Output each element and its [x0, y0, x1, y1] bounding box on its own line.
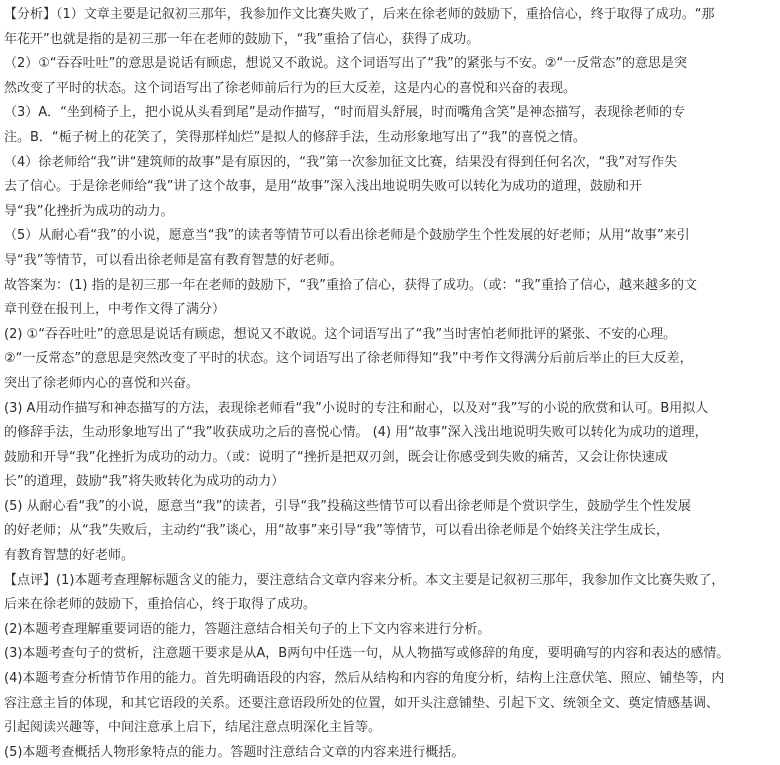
text-line: 【点评】(1)本题考查理解标题含义的能力，要注意结合文章内容来分析。本文主要是记叙初三那年，我参加作文比赛失败了，	[4, 572, 725, 588]
text-line: 突出了徐老师内心的喜悦和兴奋。	[4, 375, 200, 391]
text-line: 然改变了平时的状态。这个词语写出了徐老师前后行为的巨大反差，这是内心的喜悦和兴奋的表现。	[4, 80, 577, 96]
text-line: (2) ①“吞吞吐吐”的意思是说话有顾虑，想说又不敢说。这个词语写出了“我”当时害怕老师批评的紧张、不安的心理。	[4, 326, 677, 342]
text-line: (3) A用动作描写和神态描写的方法，表现徐老师看“我”小说时的专注和耐心，以及对“我”写的小说的欣赏和认可。B用拟人	[4, 400, 709, 416]
text-line: (5) 从耐心看“我”的小说，愿意当“我”的读者，引导“我”投稿这些情节可以看出徐老师是个赏识学生，鼓励学生个性发展	[4, 498, 691, 514]
text-line: 有教育智慧的好老师。	[4, 548, 135, 564]
text-line: 年花开”也就是指的是初三那一年在老师的鼓励下，“我”重拾了信心，获得了成功。	[4, 31, 480, 47]
text-line: (4)本题考查分析情节作用的能力。首先明确语段的内容，然后从结构和内容的角度分析，结构上注意伏笔、照应、铺垫等，内	[4, 671, 725, 687]
text-line: 的好老师；从“我”失败后，主动约“我”谈心，用“故事”来引导“我”等情节，可以看出徐老师是个始终关注学生成长，	[4, 523, 669, 539]
text-line: 的修辞手法，生动形象地写出了“我”收获成功之后的喜悦心情。 (4) 用“故事”深入浅出地说明失败可以转化为成功的道理，	[4, 425, 708, 441]
text-line: (2)本题考查理解重要词语的能力，答题注意结合相关句子的上下文内容来进行分析。	[4, 621, 491, 637]
text-line: 引起阅读兴趣等，中间注意承上启下，结尾注意点明深化主旨等。	[4, 720, 382, 736]
text-line: 导“我”等情节，可以看出徐老师是富有教育智慧的好老师。	[4, 252, 343, 268]
text-line: 注。B．“栀子树上的花笑了，笑得那样灿烂”是拟人的修辞手法，生动形象地写出了“我”的喜悦之情。	[4, 129, 586, 145]
text-line: ②“一反常态”的意思是突然改变了平时的状态。这个词语写出了徐老师得知“我”中考作文得满分后前后举止的巨大反差，	[4, 351, 693, 367]
text-line: 故答案为：(1) 指的是初三那一年在老师的鼓励下，“我”重拾了信心，获得了成功。（或：“我”重拾了信心，越来越多的文	[4, 277, 697, 293]
text-line: 鼓励和开导“我”化挫折为成功的动力。（或：说明了“挫折是把双刃剑，既会让你感受到失败的痛苦，又会让你快速成	[4, 449, 668, 465]
text-line: 容注意主旨的体现，和其它语段的关系。还要注意语段所处的位置，如开头注意铺垫、引起下文、统领全文、奠定情感基调、	[4, 695, 720, 711]
text-line: 后来在徐老师的鼓励下，重拾信心，终于取得了成功。	[4, 597, 317, 613]
text-line: 去了信心。于是徐老师给“我”讲了这个故事，是用“故事”深入浅出地说明失败可以转化为成功的道理，鼓励和开	[4, 179, 642, 195]
text-line: (3)本题考查句子的赏析，注意题干要求是从A，B两句中任选一句，从人物描写或修辞的角度，要明确写的内容和表达的感情。	[4, 646, 730, 662]
text-line: （5）从耐心看“我”的小说，愿意当“我”的读者等情节可以看出徐老师是个鼓励学生个性发展的好老师；从用“故事”来引	[4, 228, 690, 244]
text-line: 导“我”化挫折为成功的动力。	[4, 203, 174, 219]
text-line: （3）A．“坐到椅子上，把小说从头看到尾”是动作描写，“时而眉头舒展，时而嘴角含笑”是神态描写，表现徐老师的专	[4, 105, 686, 121]
text-line: 长”的道理，鼓励“我”将失败转化为成功的动力）	[4, 474, 285, 490]
text-line: 【分析】（1）文章主要是记叙初三那年，我参加作文比赛失败了，后来在徐老师的鼓励下，重拾信心，终于取得了成功。“那	[4, 7, 715, 22]
text-line: （4）徐老师给“我”讲“建筑师的故事”是有原因的，“我”第一次参加征文比赛，结果没有得到任何名次，“我”对写作失	[4, 154, 678, 170]
text-line: (5)本题考查概括人物形象特点的能力。答题时注意结合文章的内容来进行概括。	[4, 744, 465, 760]
text-line: （2）①“吞吞吐吐”的意思是说话有顾虑，想说又不敢说。这个词语写出了“我”的紧张与不安。②“一反常态”的意思是突	[4, 56, 687, 72]
text-line: 章刊登在报刊上，中考作文得了满分）	[4, 302, 226, 318]
